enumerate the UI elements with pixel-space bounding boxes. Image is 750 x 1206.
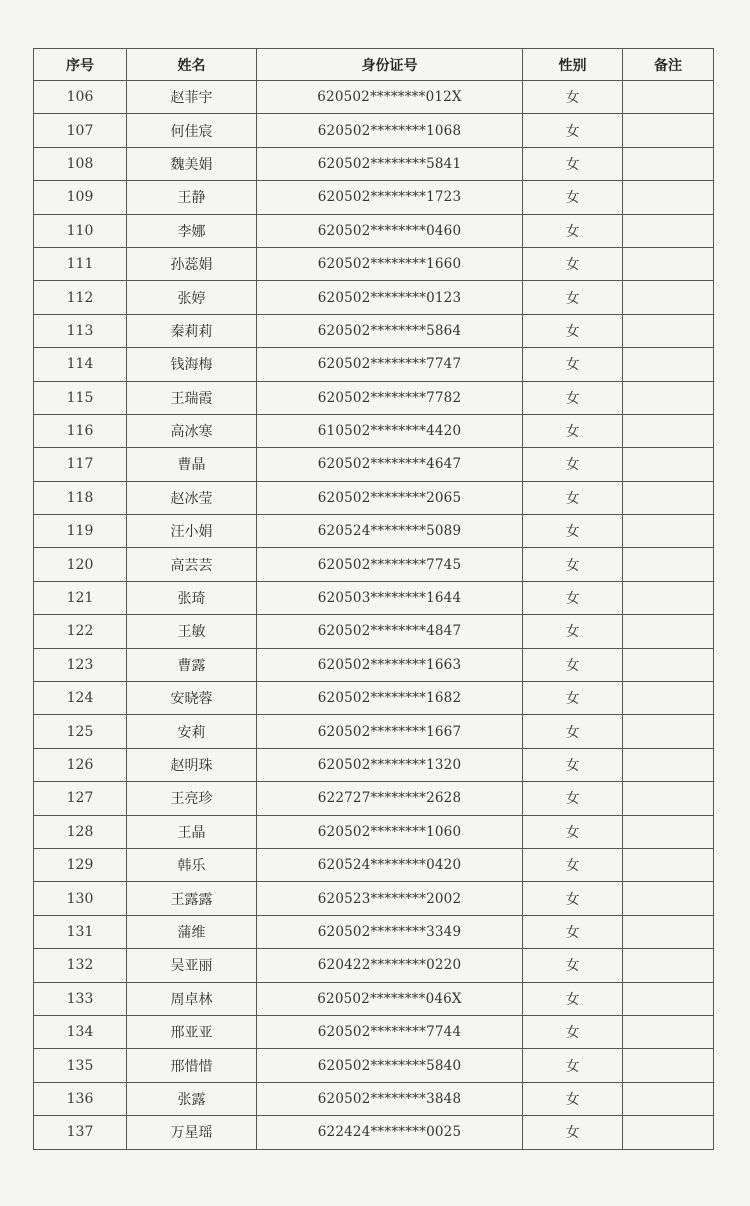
cell-id-number: 620502********046X (257, 982, 523, 1015)
cell-note (623, 247, 714, 280)
cell-id-number: 620502********5840 (257, 1049, 523, 1082)
cell-sex: 女 (523, 715, 623, 748)
cell-id-number: 622424********0025 (257, 1116, 523, 1149)
cell-name: 赵明珠 (127, 748, 257, 781)
cell-id-number: 620502********7744 (257, 1015, 523, 1048)
cell-note (623, 1049, 714, 1082)
cell-id-number: 620502********1723 (257, 181, 523, 214)
cell-note (623, 147, 714, 180)
table-row (34, 281, 714, 314)
cell-id-number: 620502********0123 (257, 281, 523, 314)
table-row (34, 114, 714, 147)
table-row (34, 414, 714, 447)
table-row (34, 949, 714, 982)
cell-note (623, 1116, 714, 1149)
cell-name: 魏美娟 (127, 147, 257, 180)
cell-sex: 女 (523, 1049, 623, 1082)
cell-id-number: 620502********1663 (257, 648, 523, 681)
cell-no: 113 (34, 314, 127, 347)
table-row (34, 748, 714, 781)
cell-id-number: 620503********1644 (257, 581, 523, 614)
table-row (34, 715, 714, 748)
cell-note (623, 782, 714, 815)
cell-note (623, 281, 714, 314)
cell-note (623, 314, 714, 347)
cell-id-number: 620502********1660 (257, 247, 523, 280)
cell-note (623, 882, 714, 915)
cell-name: 曹晶 (127, 448, 257, 481)
cell-sex: 女 (523, 1082, 623, 1115)
cell-name: 钱海梅 (127, 348, 257, 381)
cell-id-number: 620502********1060 (257, 815, 523, 848)
table-row (34, 1082, 714, 1115)
cell-id-number: 620422********0220 (257, 949, 523, 982)
cell-sex: 女 (523, 481, 623, 514)
cell-sex: 女 (523, 348, 623, 381)
header-no: 序号 (34, 49, 127, 81)
table-row (34, 448, 714, 481)
cell-id-number: 620502********3848 (257, 1082, 523, 1115)
cell-name: 李娜 (127, 214, 257, 247)
cell-name: 周卓林 (127, 982, 257, 1015)
table-row (34, 515, 714, 548)
cell-no: 118 (34, 481, 127, 514)
cell-note (623, 848, 714, 881)
cell-sex: 女 (523, 448, 623, 481)
cell-no: 124 (34, 682, 127, 715)
cell-note (623, 114, 714, 147)
cell-no: 135 (34, 1049, 127, 1082)
cell-note (623, 548, 714, 581)
table-row (34, 648, 714, 681)
cell-note (623, 381, 714, 414)
cell-id-number: 620502********1667 (257, 715, 523, 748)
cell-no: 129 (34, 848, 127, 881)
header-name: 姓名 (127, 49, 257, 81)
cell-sex: 女 (523, 782, 623, 815)
cell-no: 107 (34, 114, 127, 147)
cell-sex: 女 (523, 1015, 623, 1048)
cell-note (623, 1015, 714, 1048)
cell-note (623, 1082, 714, 1115)
cell-no: 136 (34, 1082, 127, 1115)
cell-id-number: 620502********7782 (257, 381, 523, 414)
cell-id-number: 620502********7747 (257, 348, 523, 381)
cell-no: 117 (34, 448, 127, 481)
cell-name: 张婷 (127, 281, 257, 314)
cell-sex: 女 (523, 247, 623, 280)
table-header-row (34, 49, 714, 81)
cell-no: 137 (34, 1116, 127, 1149)
cell-no: 131 (34, 915, 127, 948)
cell-no: 122 (34, 615, 127, 648)
cell-sex: 女 (523, 548, 623, 581)
cell-id-number: 620502********3349 (257, 915, 523, 948)
cell-note (623, 214, 714, 247)
table-row (34, 181, 714, 214)
table-row (34, 81, 714, 114)
cell-id-number: 620502********1068 (257, 114, 523, 147)
cell-name: 蒲维 (127, 915, 257, 948)
cell-no: 109 (34, 181, 127, 214)
cell-no: 115 (34, 381, 127, 414)
cell-name: 赵冰莹 (127, 481, 257, 514)
table-row (34, 247, 714, 280)
cell-name: 王瑞霞 (127, 381, 257, 414)
cell-sex: 女 (523, 848, 623, 881)
cell-sex: 女 (523, 281, 623, 314)
cell-name: 秦莉莉 (127, 314, 257, 347)
cell-id-number: 620502********7745 (257, 548, 523, 581)
table-row (34, 214, 714, 247)
header-sex: 性别 (523, 49, 623, 81)
cell-no: 112 (34, 281, 127, 314)
cell-sex: 女 (523, 314, 623, 347)
cell-sex: 女 (523, 1116, 623, 1149)
cell-name: 王敏 (127, 615, 257, 648)
cell-name: 曹露 (127, 648, 257, 681)
cell-id-number: 620502********4647 (257, 448, 523, 481)
cell-name: 王亮珍 (127, 782, 257, 815)
table-row (34, 581, 714, 614)
cell-name: 王露露 (127, 882, 257, 915)
table-row (34, 348, 714, 381)
header-id: 身份证号 (257, 49, 523, 81)
cell-name: 张琦 (127, 581, 257, 614)
cell-note (623, 682, 714, 715)
cell-name: 万星瑶 (127, 1116, 257, 1149)
table-body (34, 81, 714, 1150)
cell-no: 125 (34, 715, 127, 748)
cell-note (623, 481, 714, 514)
cell-note (623, 181, 714, 214)
cell-note (623, 515, 714, 548)
cell-sex: 女 (523, 81, 623, 114)
cell-id-number: 610502********4420 (257, 414, 523, 447)
table-row (34, 147, 714, 180)
cell-no: 114 (34, 348, 127, 381)
cell-no: 120 (34, 548, 127, 581)
cell-name: 张露 (127, 1082, 257, 1115)
cell-no: 134 (34, 1015, 127, 1048)
cell-note (623, 615, 714, 648)
cell-name: 王晶 (127, 815, 257, 848)
cell-no: 128 (34, 815, 127, 848)
cell-note (623, 748, 714, 781)
cell-note (623, 815, 714, 848)
cell-note (623, 915, 714, 948)
cell-sex: 女 (523, 147, 623, 180)
cell-sex: 女 (523, 114, 623, 147)
cell-sex: 女 (523, 915, 623, 948)
cell-id-number: 622727********2628 (257, 782, 523, 815)
cell-sex: 女 (523, 982, 623, 1015)
cell-no: 110 (34, 214, 127, 247)
cell-name: 韩乐 (127, 848, 257, 881)
cell-id-number: 620502********2065 (257, 481, 523, 514)
cell-sex: 女 (523, 581, 623, 614)
cell-no: 132 (34, 949, 127, 982)
cell-name: 安晓蓉 (127, 682, 257, 715)
cell-no: 133 (34, 982, 127, 1015)
table-row (34, 548, 714, 581)
table-row (34, 848, 714, 881)
cell-note (623, 949, 714, 982)
cell-no: 121 (34, 581, 127, 614)
cell-id-number: 620502********1320 (257, 748, 523, 781)
cell-note (623, 448, 714, 481)
cell-id-number: 620502********012X (257, 81, 523, 114)
cell-note (623, 81, 714, 114)
cell-no: 130 (34, 882, 127, 915)
cell-sex: 女 (523, 815, 623, 848)
cell-note (623, 715, 714, 748)
table-row (34, 915, 714, 948)
cell-name: 孙蕊娟 (127, 247, 257, 280)
cell-no: 123 (34, 648, 127, 681)
cell-id-number: 620524********0420 (257, 848, 523, 881)
cell-note (623, 414, 714, 447)
cell-sex: 女 (523, 682, 623, 715)
cell-note (623, 982, 714, 1015)
table-row (34, 615, 714, 648)
cell-sex: 女 (523, 615, 623, 648)
roster-table (33, 48, 714, 1150)
cell-sex: 女 (523, 515, 623, 548)
table-row (34, 1116, 714, 1149)
cell-name: 邢亚亚 (127, 1015, 257, 1048)
cell-note (623, 348, 714, 381)
table-row (34, 1049, 714, 1082)
table-row (34, 381, 714, 414)
table-row (34, 815, 714, 848)
cell-id-number: 620502********0460 (257, 214, 523, 247)
table-row (34, 481, 714, 514)
cell-sex: 女 (523, 414, 623, 447)
cell-id-number: 620502********5841 (257, 147, 523, 180)
header-note: 备注 (623, 49, 714, 81)
cell-sex: 女 (523, 181, 623, 214)
cell-id-number: 620502********4847 (257, 615, 523, 648)
cell-no: 111 (34, 247, 127, 280)
cell-name: 安莉 (127, 715, 257, 748)
table-row (34, 782, 714, 815)
cell-name: 汪小娟 (127, 515, 257, 548)
cell-note (623, 648, 714, 681)
cell-name: 邢惜惜 (127, 1049, 257, 1082)
cell-no: 126 (34, 748, 127, 781)
cell-no: 127 (34, 782, 127, 815)
cell-no: 119 (34, 515, 127, 548)
cell-id-number: 620502********1682 (257, 682, 523, 715)
cell-sex: 女 (523, 648, 623, 681)
cell-name: 吴亚丽 (127, 949, 257, 982)
cell-id-number: 620524********5089 (257, 515, 523, 548)
cell-sex: 女 (523, 949, 623, 982)
cell-no: 108 (34, 147, 127, 180)
cell-sex: 女 (523, 214, 623, 247)
table-row (34, 882, 714, 915)
cell-no: 106 (34, 81, 127, 114)
cell-sex: 女 (523, 381, 623, 414)
cell-name: 赵菲宇 (127, 81, 257, 114)
cell-sex: 女 (523, 882, 623, 915)
cell-id-number: 620502********5864 (257, 314, 523, 347)
cell-name: 高芸芸 (127, 548, 257, 581)
table-row (34, 1015, 714, 1048)
cell-id-number: 620523********2002 (257, 882, 523, 915)
cell-name: 高冰寒 (127, 414, 257, 447)
cell-no: 116 (34, 414, 127, 447)
cell-name: 何佳宸 (127, 114, 257, 147)
cell-note (623, 581, 714, 614)
table-row (34, 682, 714, 715)
cell-name: 王静 (127, 181, 257, 214)
table-row (34, 314, 714, 347)
table-row (34, 982, 714, 1015)
cell-sex: 女 (523, 748, 623, 781)
